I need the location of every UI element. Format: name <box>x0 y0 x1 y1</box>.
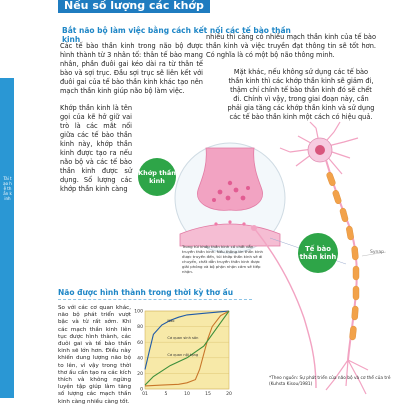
section2-body: So với các cơ quan khác, não bộ phát triển vượt bậc và từ rất sớm. Khi các mạch thần kinh liên tục được hình thành, các đuôi gai và tế bào thần kinh sẽ lớn hơn. Điều này khiến dung lượng não bộ to lên, vì vậy trong thời thơ ấu cần tạo ra các kích thích và không ngừng luyện tập giúp làm tăng số lượng các mạch thần kinh càng nhiều càng tốt. <box>58 305 131 405</box>
paragraph-4: Mặt khác, nếu không sử dụng các tế bào thần kinh thì các khớp thần kinh sẽ giảm đi, thậm chí chính tế bào thần kinh đó sẽ chết đi. Chính vì vậy, trong giai đoạn này, cần phải gia tăng các khớp thần kinh và sử dụng các tế bào thần kinh một cách có hiệu quả. <box>227 68 375 121</box>
chart-series-label: Cơ quan nội tạng <box>167 353 199 358</box>
chart-x-tick-label: 5 <box>164 392 168 397</box>
section1-right-column <box>206 33 376 122</box>
chart-y-tick-label: 60 <box>137 340 143 346</box>
sub-label: Synap <box>370 250 384 255</box>
synapse-label: Khớp thần kinh <box>138 169 176 185</box>
chart-y-tick-label: 80 <box>137 325 143 331</box>
page-header <box>58 0 210 10</box>
chart-x-tick-label: 20 <box>226 392 232 397</box>
synapse-label-badge <box>138 158 176 196</box>
chart-y-tick-label: 20 <box>137 372 143 377</box>
footnote: *Theo nguồn: Sự phát triển của não bộ và cơ thể của trẻ (Kuhsta Kisou/1981) <box>269 376 391 387</box>
neuron-label: Tế bào thần kinh <box>299 245 337 261</box>
presynaptic-terminal <box>197 148 262 210</box>
growth-chart <box>133 307 233 400</box>
chart-series-label: Não <box>167 318 175 323</box>
chart-x-tick-label: 01 <box>142 392 148 397</box>
paragraph-2: Khớp thần kinh là tên gọi của kẽ hở giữ vai trò là các mắt nối giữa các tế bào thần kinh này, khớp thần kinh được tạo ra nếu não bộ và các tế bào thần kinh được sử dụng. Số lượng các khớp thần kinh càng <box>60 104 132 193</box>
paragraph-3: nhiều thì càng có nhiều mạch thần kinh của tế bào thần kinh và việc truyền đạt thông tin sẽ tốt hơn. Có nghĩa là có một bộ não thông minh. <box>206 33 376 59</box>
chart-plot-area <box>145 311 229 389</box>
section1-title: Bắt não bộ làm việc bằng cách kết nối các tế bào thần kinh <box>62 26 291 44</box>
side-tab <box>0 78 14 398</box>
chart-y-tick-label: 100 <box>134 309 143 315</box>
chart-y-tick-label: 0 <box>140 387 143 393</box>
neuron-cell-body <box>280 122 358 174</box>
section2-title: Não được hình thành trong thời kỳ thơ ấu <box>58 288 252 300</box>
paragraph-1: Các tế bào thần kinh trong não bộ được hình thành từ 3 nhân tố: thân tế bào mang nhân, phần đuôi gai kéo dài ra từ thân tế bào và sợi trục. Đầu sợi trục sẽ liên kết với đuôi gai của tế bào thần kinh khác tạo nên mạch thần kinh giúp não bộ làm việc. <box>60 42 203 95</box>
chart-x-tick-label: 15 <box>205 392 211 397</box>
page-title: Nếu số lượng các khớp <box>58 0 210 13</box>
chart-x-tick-label: 10 <box>184 392 190 397</box>
chart-y-tick-label: 40 <box>137 356 143 362</box>
neuron-label-badge <box>298 233 338 273</box>
side-tab-text: Tái tạo hệ thần kinh <box>3 176 12 201</box>
chart-series-label: Cơ quan sinh sản <box>167 336 199 341</box>
synapse-caption: Trong túi khớp thần kinh có chất dẫn truyền thần kinh. Nếu thông tin thần kinh được truyền đến, túi khớp thần kinh sẽ di chuyển, chất dẫn truyền thần kinh được giải phóng và bộ phận nhận cảm sẽ tiếp nhận. <box>182 244 264 274</box>
